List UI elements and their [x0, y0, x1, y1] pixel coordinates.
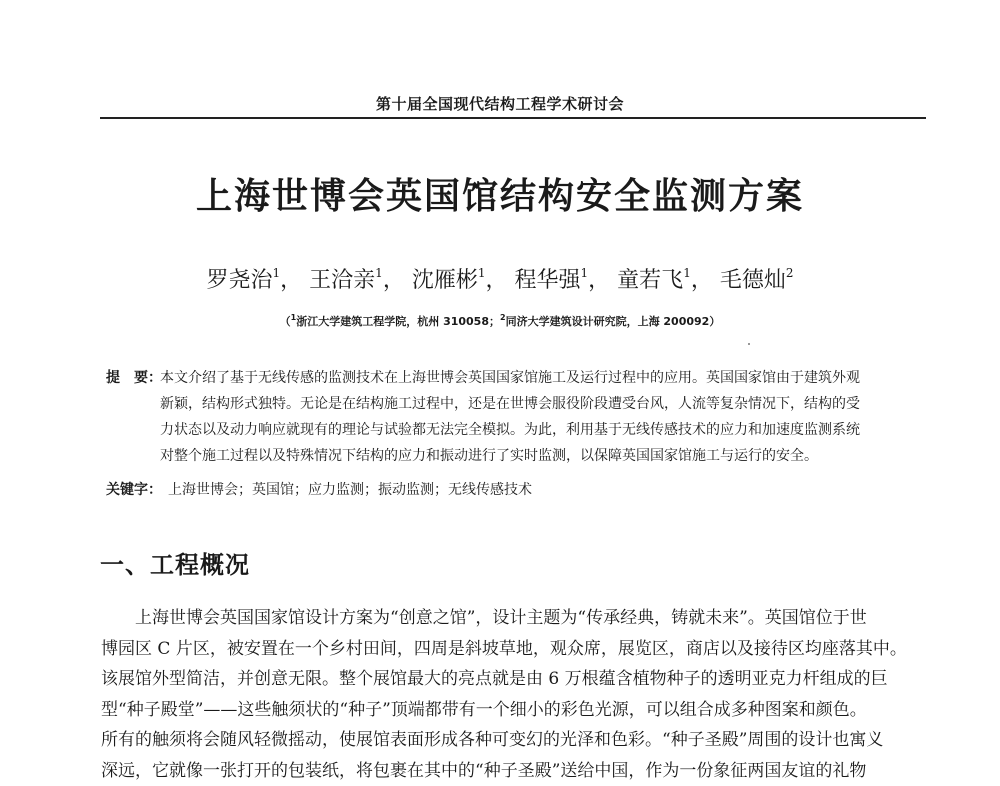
author-list [0, 263, 1000, 294]
abstract-text: 对整个施工过程以及特殊情况下结构的应力和振动进行了实时监测，以保障英国国家馆施工与运行的安全。 [160, 448, 818, 464]
affiliation-2: 同济大学建筑设计研究院，上海 200092） [506, 315, 721, 328]
author-affiliation-mark: 1 [683, 266, 691, 280]
body-paragraph [101, 603, 921, 786]
author-separator: ， [588, 268, 610, 293]
author [412, 268, 508, 293]
abstract [106, 365, 922, 469]
author [617, 268, 713, 293]
author [515, 268, 611, 293]
keywords-text: 上海世博会；英国馆；应力监测；振动监测；无线传感技术 [168, 482, 532, 498]
abstract-label: 提 要： [106, 365, 160, 391]
section-heading: 一、工程概况 [100, 545, 250, 580]
author [206, 268, 302, 293]
author-affiliation-mark: 2 [786, 266, 794, 280]
body-line: 型“种子殿堂”——这些触须状的“种子”顶端都带有一个细小的彩色光源，可以组合成多种图案和颜色。 [101, 695, 921, 726]
author-separator: ， [691, 268, 713, 293]
body-line: 所有的触须将会随风轻微摇动，使展馆表面形成各种可变幻的光泽和色彩。“种子圣殿”周围的设计也寓义 [101, 725, 921, 756]
author-name: 沈雁彬 [412, 268, 478, 293]
author-separator: ， [485, 268, 507, 293]
header-rule [100, 117, 926, 119]
paper-title: 上海世博会英国馆结构安全监测方案 [0, 168, 1000, 219]
author-name: 程华强 [515, 268, 581, 293]
keywords [106, 479, 922, 499]
author [309, 268, 405, 293]
author-separator: ， [383, 268, 405, 293]
author-name: 王洽亲 [309, 268, 375, 293]
author-name: 毛德灿 [720, 268, 786, 293]
body-line: 博园区 C 片区，被安置在一个乡村田间，四周是斜坡草地，观众席，展览区，商店以及接待区均座落其中。 [101, 634, 921, 665]
abstract-line [106, 365, 922, 391]
abstract-text: 本文介绍了基于无线传感的监测技术在上海世博会英国国家馆施工及运行过程中的应用。英国国家馆由于建筑外观 [160, 370, 860, 386]
keywords-label: 关键字： [106, 482, 162, 498]
abstract-line [106, 391, 922, 417]
author-separator: ， [280, 268, 302, 293]
body-line: 深远，它就像一张打开的包装纸，将包裹在其中的“种子圣殿”送给中国，作为一份象征两国友谊的礼物 [101, 756, 921, 786]
affiliation-line [0, 313, 1000, 329]
abstract-text: 新颖，结构形式独特。无论是在结构施工过程中，还是在世博会服役阶段遭受台风，人流等复杂情况下，结构的受 [160, 396, 860, 412]
affiliation-open-paren: （ [280, 315, 291, 328]
abstract-text: 力状态以及动力响应就现有的理论与试验都无法完全模拟。为此，利用基于无线传感技术的应力和加速度监测系统 [160, 422, 860, 438]
author-affiliation-mark: 1 [273, 266, 281, 280]
author-affiliation-mark: 1 [375, 266, 383, 280]
body-line: 该展馆外型简洁，并创意无限。整个展馆最大的亮点就是由 6 万根蕴含植物种子的透明亚克力杆组成的巨 [101, 664, 921, 695]
author [720, 268, 794, 293]
running-header: 第十届全国现代结构工程学术研讨会 [0, 93, 1000, 114]
author-name: 童若飞 [617, 268, 683, 293]
affiliation-1: 浙江大学建筑工程学院，杭州 310058； [296, 315, 500, 328]
author-name: 罗尧治 [206, 268, 272, 293]
author-affiliation-mark: 1 [581, 266, 589, 280]
author-affiliation-mark: 1 [478, 266, 486, 280]
scan-speck [748, 343, 750, 345]
affiliation-mark-2: 2 [500, 313, 506, 322]
body-line: 上海世博会英国国家馆设计方案为“创意之馆”，设计主题为“传承经典，铸就未来”。英国馆位于世 [101, 603, 921, 634]
abstract-line [106, 443, 922, 469]
affiliation-mark-1: 1 [291, 313, 297, 322]
abstract-line [106, 417, 922, 443]
